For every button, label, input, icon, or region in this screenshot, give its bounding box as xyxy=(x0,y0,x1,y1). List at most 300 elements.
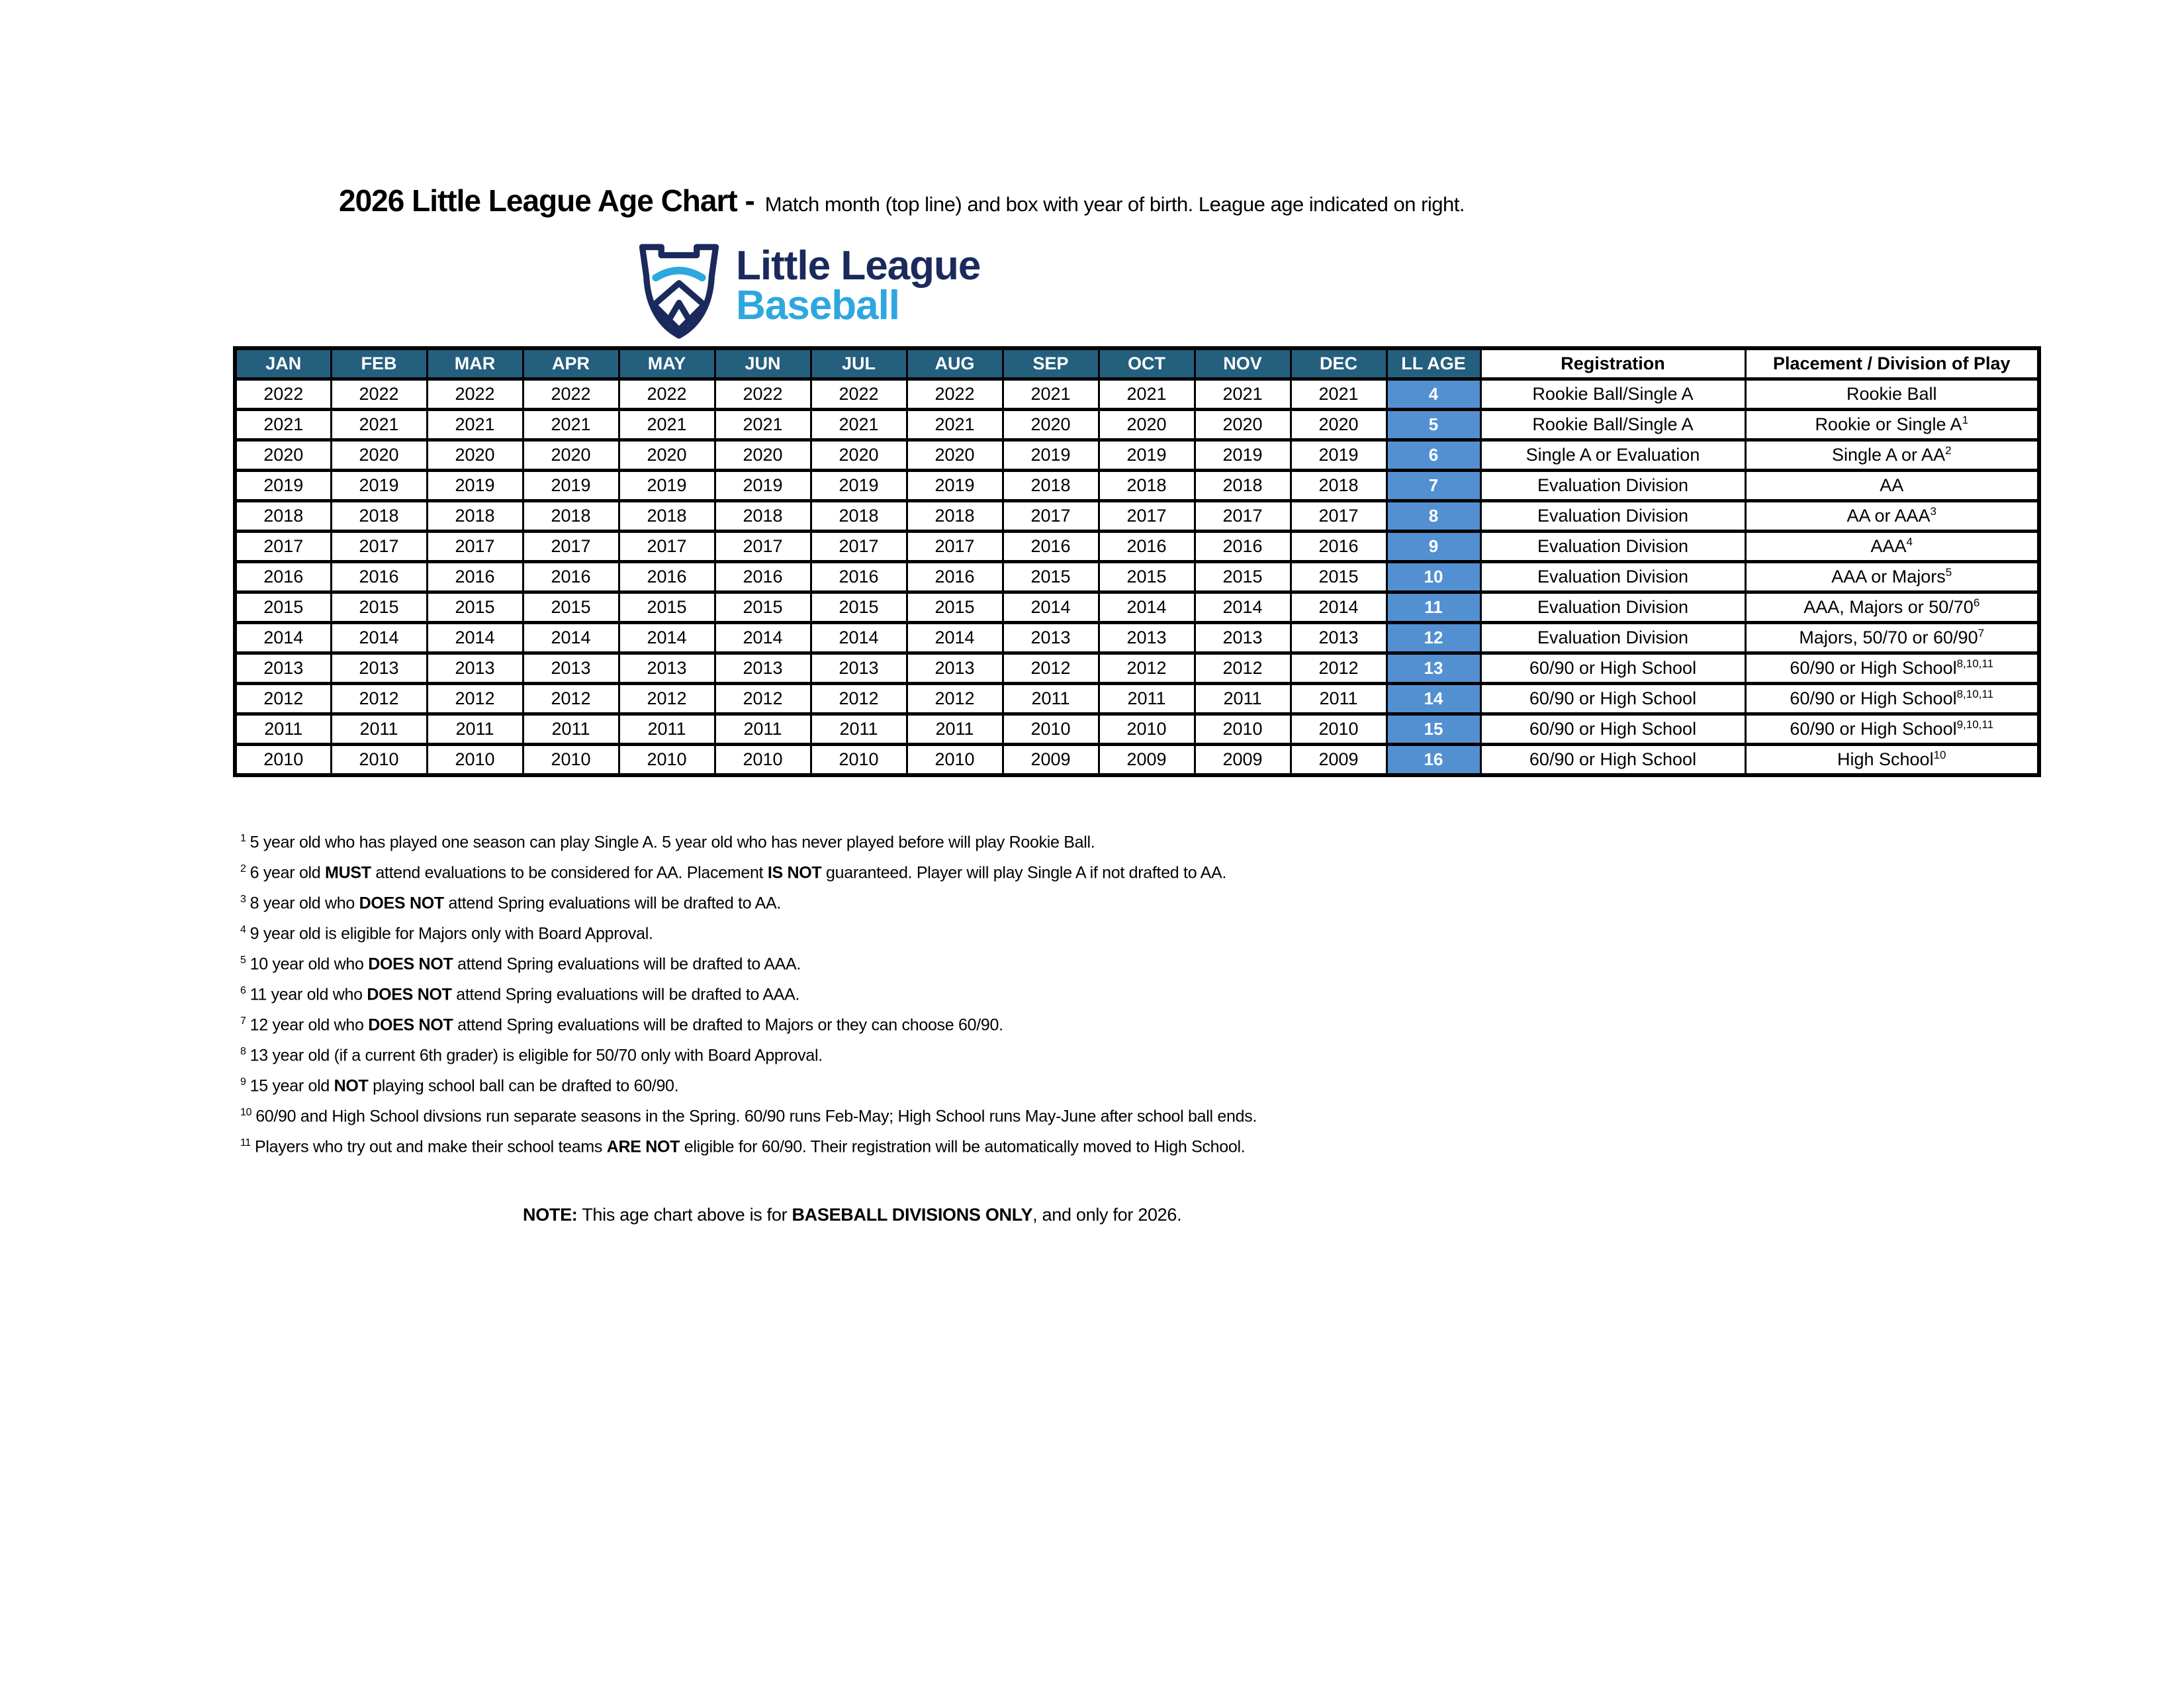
year-cell-jul-age9: 2017 xyxy=(811,532,907,562)
year-cell-jun-age16: 2010 xyxy=(715,745,811,776)
year-cell-dec-age8: 2017 xyxy=(1291,501,1387,532)
year-cell-mar-age10: 2016 xyxy=(427,562,523,592)
year-cell-feb-age13: 2013 xyxy=(331,653,427,684)
registration-cell-age8: Evaluation Division xyxy=(1480,501,1745,532)
month-header-mar: MAR xyxy=(427,348,523,379)
age-table-head xyxy=(235,348,2039,379)
year-cell-mar-age5: 2021 xyxy=(427,410,523,440)
year-cell-jun-age13: 2013 xyxy=(715,653,811,684)
placement-cell-age6 xyxy=(1745,440,2039,471)
page-title-subtitle: Match month (top line) and box with year of birth. League age indicated on right. xyxy=(764,193,1465,216)
year-cell-oct-age8: 2017 xyxy=(1099,501,1195,532)
footnote-1 xyxy=(240,833,1257,863)
year-cell-apr-age9: 2017 xyxy=(523,532,619,562)
year-cell-aug-age13: 2013 xyxy=(907,653,1003,684)
year-cell-mar-age16: 2010 xyxy=(427,745,523,776)
year-cell-mar-age9: 2017 xyxy=(427,532,523,562)
year-cell-feb-age7: 2019 xyxy=(331,471,427,501)
ll-age-header: LL AGE xyxy=(1387,348,1480,379)
age-cell-9: 9 xyxy=(1387,532,1480,562)
age-cell-6: 6 xyxy=(1387,440,1480,471)
year-cell-jan-age13: 2013 xyxy=(235,653,331,684)
year-cell-jan-age6: 2020 xyxy=(235,440,331,471)
year-cell-may-age9: 2017 xyxy=(619,532,715,562)
year-cell-may-age12: 2014 xyxy=(619,623,715,653)
logo-wordmark xyxy=(736,245,980,327)
year-cell-sep-age16: 2009 xyxy=(1003,745,1099,776)
year-cell-apr-age16: 2010 xyxy=(523,745,619,776)
year-cell-jul-age6: 2020 xyxy=(811,440,907,471)
year-cell-jan-age12: 2014 xyxy=(235,623,331,653)
year-cell-jun-age8: 2018 xyxy=(715,501,811,532)
footnote-11-seg-2: eligible for 60/90. Their registration will be automatically moved to High School. xyxy=(680,1137,1246,1156)
year-cell-sep-age12: 2013 xyxy=(1003,623,1099,653)
year-cell-dec-age10: 2015 xyxy=(1291,562,1387,592)
age-cell-15: 15 xyxy=(1387,714,1480,745)
bottom-note-seg-3: , and only for 2026. xyxy=(1032,1205,1182,1225)
footnote-number-8: 8 xyxy=(240,1046,246,1057)
placement-cell-age14 xyxy=(1745,684,2039,714)
age-row-9 xyxy=(235,532,2039,562)
year-cell-mar-age13: 2013 xyxy=(427,653,523,684)
year-cell-feb-age5: 2021 xyxy=(331,410,427,440)
year-cell-sep-age9: 2016 xyxy=(1003,532,1099,562)
placement-footnote-ref-age10: 5 xyxy=(1945,566,1952,579)
footnote-6-seg-2: attend Spring evaluations will be drafted to AAA. xyxy=(451,985,800,1004)
registration-cell-age6: Single A or Evaluation xyxy=(1480,440,1745,471)
placement-text-age13: 60/90 or High School xyxy=(1790,658,1957,678)
year-cell-jan-age11: 2015 xyxy=(235,592,331,623)
footnote-7-seg-2: attend Spring evaluations will be drafted to Majors or they can choose 60/90. xyxy=(453,1015,1003,1035)
placement-footnote-ref-age8: 3 xyxy=(1930,505,1937,518)
year-cell-sep-age5: 2020 xyxy=(1003,410,1099,440)
age-row-16 xyxy=(235,745,2039,776)
year-cell-aug-age5: 2021 xyxy=(907,410,1003,440)
logo-line2: Baseball xyxy=(736,283,900,328)
year-cell-aug-age4: 2022 xyxy=(907,379,1003,410)
placement-text-age7: AA xyxy=(1880,475,1904,495)
year-cell-mar-age6: 2020 xyxy=(427,440,523,471)
placement-cell-age4 xyxy=(1745,379,2039,410)
year-cell-aug-age14: 2012 xyxy=(907,684,1003,714)
footnote-5 xyxy=(240,955,1257,985)
year-cell-oct-age12: 2013 xyxy=(1099,623,1195,653)
year-cell-nov-age9: 2016 xyxy=(1195,532,1291,562)
year-cell-apr-age4: 2022 xyxy=(523,379,619,410)
age-row-8 xyxy=(235,501,2039,532)
year-cell-feb-age8: 2018 xyxy=(331,501,427,532)
year-cell-jan-age5: 2021 xyxy=(235,410,331,440)
footnote-number-11: 11 xyxy=(240,1137,251,1149)
year-cell-jul-age14: 2012 xyxy=(811,684,907,714)
year-cell-may-age13: 2013 xyxy=(619,653,715,684)
year-cell-mar-age8: 2018 xyxy=(427,501,523,532)
year-cell-may-age5: 2021 xyxy=(619,410,715,440)
month-header-sep: SEP xyxy=(1003,348,1099,379)
year-cell-oct-age16: 2009 xyxy=(1099,745,1195,776)
year-cell-jun-age9: 2017 xyxy=(715,532,811,562)
footnote-3-seg-0: 8 year old who xyxy=(250,894,359,913)
year-cell-oct-age11: 2014 xyxy=(1099,592,1195,623)
footnote-6-seg-1: DOES NOT xyxy=(367,985,452,1004)
registration-cell-age13: 60/90 or High School xyxy=(1480,653,1745,684)
year-cell-jun-age7: 2019 xyxy=(715,471,811,501)
footnote-number-5: 5 xyxy=(240,955,246,966)
year-cell-feb-age14: 2012 xyxy=(331,684,427,714)
year-cell-aug-age15: 2011 xyxy=(907,714,1003,745)
year-cell-jun-age14: 2012 xyxy=(715,684,811,714)
year-cell-sep-age10: 2015 xyxy=(1003,562,1099,592)
placement-text-age12: Majors, 50/70 or 60/90 xyxy=(1799,628,1978,647)
registration-cell-age12: Evaluation Division xyxy=(1480,623,1745,653)
year-cell-oct-age4: 2021 xyxy=(1099,379,1195,410)
registration-cell-age10: Evaluation Division xyxy=(1480,562,1745,592)
footnote-11-seg-0: Players who try out and make their school teams xyxy=(255,1137,607,1156)
footnote-2-seg-2: attend evaluations to be considered for AA. Placement xyxy=(371,863,768,882)
year-cell-oct-age7: 2018 xyxy=(1099,471,1195,501)
placement-cell-age13 xyxy=(1745,653,2039,684)
year-cell-jun-age5: 2021 xyxy=(715,410,811,440)
year-cell-sep-age14: 2011 xyxy=(1003,684,1099,714)
month-header-jun: JUN xyxy=(715,348,811,379)
year-cell-nov-age12: 2013 xyxy=(1195,623,1291,653)
placement-cell-age9 xyxy=(1745,532,2039,562)
placement-text-age5: Rookie or Single A xyxy=(1815,414,1962,434)
placement-text-age14: 60/90 or High School xyxy=(1790,688,1957,708)
year-cell-apr-age15: 2011 xyxy=(523,714,619,745)
age-row-4 xyxy=(235,379,2039,410)
year-cell-jul-age15: 2011 xyxy=(811,714,907,745)
year-cell-jan-age4: 2022 xyxy=(235,379,331,410)
year-cell-nov-age7: 2018 xyxy=(1195,471,1291,501)
footnote-9-seg-1: NOT xyxy=(334,1076,369,1096)
year-cell-feb-age10: 2016 xyxy=(331,562,427,592)
registration-cell-age16: 60/90 or High School xyxy=(1480,745,1745,776)
page-title xyxy=(339,183,1465,218)
year-cell-sep-age11: 2014 xyxy=(1003,592,1099,623)
footnote-3-seg-2: attend Spring evaluations will be drafted to AA. xyxy=(443,894,782,913)
footnote-2 xyxy=(240,863,1257,894)
year-cell-aug-age9: 2017 xyxy=(907,532,1003,562)
registration-cell-age4: Rookie Ball/Single A xyxy=(1480,379,1745,410)
placement-footnote-ref-age9: 4 xyxy=(1906,536,1913,548)
footnote-4 xyxy=(240,924,1257,955)
placement-text-age9: AAA xyxy=(1870,536,1907,556)
age-table xyxy=(233,346,2041,777)
placement-cell-age12 xyxy=(1745,623,2039,653)
placement-footnote-ref-age13: 8,10,11 xyxy=(1956,657,1994,670)
age-row-12 xyxy=(235,623,2039,653)
placement-text-age15: 60/90 or High School xyxy=(1790,719,1957,739)
year-cell-may-age16: 2010 xyxy=(619,745,715,776)
placement-cell-age7 xyxy=(1745,471,2039,501)
year-cell-oct-age9: 2016 xyxy=(1099,532,1195,562)
year-cell-dec-age12: 2013 xyxy=(1291,623,1387,653)
age-cell-8: 8 xyxy=(1387,501,1480,532)
placement-text-age4: Rookie Ball xyxy=(1846,384,1937,404)
year-cell-feb-age11: 2015 xyxy=(331,592,427,623)
footnote-6 xyxy=(240,985,1257,1015)
year-cell-oct-age13: 2012 xyxy=(1099,653,1195,684)
year-cell-jan-age9: 2017 xyxy=(235,532,331,562)
year-cell-oct-age6: 2019 xyxy=(1099,440,1195,471)
year-cell-jul-age8: 2018 xyxy=(811,501,907,532)
year-cell-aug-age16: 2010 xyxy=(907,745,1003,776)
year-cell-jun-age4: 2022 xyxy=(715,379,811,410)
age-cell-13: 13 xyxy=(1387,653,1480,684)
year-cell-nov-age14: 2011 xyxy=(1195,684,1291,714)
month-header-aug: AUG xyxy=(907,348,1003,379)
year-cell-apr-age5: 2021 xyxy=(523,410,619,440)
month-header-feb: FEB xyxy=(331,348,427,379)
age-cell-11: 11 xyxy=(1387,592,1480,623)
placement-cell-age5 xyxy=(1745,410,2039,440)
footnote-3 xyxy=(240,894,1257,924)
footnote-number-1: 1 xyxy=(240,833,246,844)
year-cell-dec-age13: 2012 xyxy=(1291,653,1387,684)
year-cell-may-age15: 2011 xyxy=(619,714,715,745)
age-row-11 xyxy=(235,592,2039,623)
placement-cell-age11 xyxy=(1745,592,2039,623)
placement-cell-age16 xyxy=(1745,745,2039,776)
year-cell-mar-age7: 2019 xyxy=(427,471,523,501)
year-cell-jul-age12: 2014 xyxy=(811,623,907,653)
registration-cell-age14: 60/90 or High School xyxy=(1480,684,1745,714)
year-cell-dec-age6: 2019 xyxy=(1291,440,1387,471)
registration-cell-age9: Evaluation Division xyxy=(1480,532,1745,562)
year-cell-aug-age7: 2019 xyxy=(907,471,1003,501)
year-cell-apr-age7: 2019 xyxy=(523,471,619,501)
year-cell-jun-age6: 2020 xyxy=(715,440,811,471)
placement-text-age16: High School xyxy=(1837,749,1934,769)
footnote-11 xyxy=(240,1137,1257,1168)
year-cell-aug-age6: 2020 xyxy=(907,440,1003,471)
placement-footnote-ref-age5: 1 xyxy=(1962,414,1969,426)
year-cell-dec-age5: 2020 xyxy=(1291,410,1387,440)
year-cell-dec-age9: 2016 xyxy=(1291,532,1387,562)
year-cell-oct-age15: 2010 xyxy=(1099,714,1195,745)
year-cell-nov-age15: 2010 xyxy=(1195,714,1291,745)
year-cell-may-age6: 2020 xyxy=(619,440,715,471)
registration-cell-age5: Rookie Ball/Single A xyxy=(1480,410,1745,440)
registration-cell-age11: Evaluation Division xyxy=(1480,592,1745,623)
year-cell-dec-age15: 2010 xyxy=(1291,714,1387,745)
footnote-number-6: 6 xyxy=(240,985,246,996)
footnote-number-2: 2 xyxy=(240,863,246,874)
footnote-5-seg-2: attend Spring evaluations will be drafted to AAA. xyxy=(453,955,801,974)
year-cell-nov-age16: 2009 xyxy=(1195,745,1291,776)
placement-text-age8: AA or AAA xyxy=(1846,506,1931,526)
footnote-10-seg-0: 60/90 and High School divsions run separate seasons in the Spring. 60/90 runs Feb-May; High School runs May-June after school ball ends. xyxy=(255,1107,1257,1126)
footnote-number-3: 3 xyxy=(240,894,246,905)
year-cell-feb-age16: 2010 xyxy=(331,745,427,776)
year-cell-sep-age4: 2021 xyxy=(1003,379,1099,410)
year-cell-nov-age10: 2015 xyxy=(1195,562,1291,592)
year-cell-jul-age16: 2010 xyxy=(811,745,907,776)
age-table-body xyxy=(235,379,2039,776)
year-cell-mar-age4: 2022 xyxy=(427,379,523,410)
month-header-may: MAY xyxy=(619,348,715,379)
age-row-5 xyxy=(235,410,2039,440)
year-cell-jun-age11: 2015 xyxy=(715,592,811,623)
footnote-11-seg-1: ARE NOT xyxy=(606,1137,680,1156)
year-cell-sep-age7: 2018 xyxy=(1003,471,1099,501)
year-cell-jul-age13: 2013 xyxy=(811,653,907,684)
age-cell-4: 4 xyxy=(1387,379,1480,410)
logo-line1: Little League xyxy=(736,243,981,289)
year-cell-jan-age7: 2019 xyxy=(235,471,331,501)
year-cell-aug-age10: 2016 xyxy=(907,562,1003,592)
year-cell-dec-age16: 2009 xyxy=(1291,745,1387,776)
footnote-9-seg-0: 15 year old xyxy=(250,1076,334,1096)
footnotes xyxy=(240,833,1257,1168)
footnote-8 xyxy=(240,1046,1257,1076)
registration-cell-age15: 60/90 or High School xyxy=(1480,714,1745,745)
year-cell-may-age10: 2016 xyxy=(619,562,715,592)
year-cell-nov-age5: 2020 xyxy=(1195,410,1291,440)
footnote-4-seg-0: 9 year old is eligible for Majors only with Board Approval. xyxy=(250,924,653,943)
registration-header: Registration xyxy=(1480,348,1745,379)
age-cell-7: 7 xyxy=(1387,471,1480,501)
year-cell-nov-age13: 2012 xyxy=(1195,653,1291,684)
age-cell-16: 16 xyxy=(1387,745,1480,776)
month-header-oct: OCT xyxy=(1099,348,1195,379)
registration-cell-age7: Evaluation Division xyxy=(1480,471,1745,501)
footnote-2-seg-1: MUST xyxy=(325,863,371,882)
placement-cell-age15 xyxy=(1745,714,2039,745)
little-league-logo xyxy=(635,242,980,339)
footnote-2-seg-4: guaranteed. Player will play Single A if not drafted to AA. xyxy=(821,863,1226,882)
year-cell-jun-age12: 2014 xyxy=(715,623,811,653)
year-cell-jul-age7: 2019 xyxy=(811,471,907,501)
bottom-note-seg-0: NOTE: xyxy=(523,1205,578,1225)
placement-text-age11: AAA, Majors or 50/70 xyxy=(1803,597,1974,617)
year-cell-dec-age7: 2018 xyxy=(1291,471,1387,501)
age-row-15 xyxy=(235,714,2039,745)
bottom-note-seg-2: BASEBALL DIVISIONS ONLY xyxy=(792,1205,1033,1225)
placement-footnote-ref-age14: 8,10,11 xyxy=(1956,688,1994,700)
footnote-number-4: 4 xyxy=(240,924,246,935)
year-cell-nov-age11: 2014 xyxy=(1195,592,1291,623)
year-cell-apr-age8: 2018 xyxy=(523,501,619,532)
year-cell-dec-age11: 2014 xyxy=(1291,592,1387,623)
year-cell-nov-age8: 2017 xyxy=(1195,501,1291,532)
bottom-note-seg-1: This age chart above is for xyxy=(577,1205,792,1225)
year-cell-may-age11: 2015 xyxy=(619,592,715,623)
year-cell-jul-age11: 2015 xyxy=(811,592,907,623)
year-cell-mar-age14: 2012 xyxy=(427,684,523,714)
year-cell-apr-age10: 2016 xyxy=(523,562,619,592)
little-league-keystone-icon xyxy=(635,242,723,339)
footnote-7 xyxy=(240,1015,1257,1046)
age-row-13 xyxy=(235,653,2039,684)
year-cell-apr-age6: 2020 xyxy=(523,440,619,471)
year-cell-aug-age8: 2018 xyxy=(907,501,1003,532)
footnote-9-seg-2: playing school ball can be drafted to 60/90. xyxy=(368,1076,679,1096)
year-cell-apr-age11: 2015 xyxy=(523,592,619,623)
year-cell-apr-age12: 2014 xyxy=(523,623,619,653)
year-cell-dec-age14: 2011 xyxy=(1291,684,1387,714)
placement-header: Placement / Division of Play xyxy=(1745,348,2039,379)
year-cell-aug-age12: 2014 xyxy=(907,623,1003,653)
placement-cell-age8 xyxy=(1745,501,2039,532)
year-cell-mar-age11: 2015 xyxy=(427,592,523,623)
age-row-10 xyxy=(235,562,2039,592)
placement-footnote-ref-age15: 9,10,11 xyxy=(1956,718,1994,731)
year-cell-feb-age9: 2017 xyxy=(331,532,427,562)
year-cell-oct-age5: 2020 xyxy=(1099,410,1195,440)
year-cell-feb-age6: 2020 xyxy=(331,440,427,471)
placement-footnote-ref-age6: 2 xyxy=(1945,444,1952,457)
year-cell-sep-age6: 2019 xyxy=(1003,440,1099,471)
year-cell-oct-age10: 2015 xyxy=(1099,562,1195,592)
bottom-note xyxy=(523,1205,1181,1225)
footnote-5-seg-1: DOES NOT xyxy=(368,955,453,974)
footnote-10 xyxy=(240,1107,1257,1137)
footnote-7-seg-1: DOES NOT xyxy=(368,1015,453,1035)
year-cell-jan-age8: 2018 xyxy=(235,501,331,532)
year-cell-may-age14: 2012 xyxy=(619,684,715,714)
footnote-number-9: 9 xyxy=(240,1076,246,1088)
year-cell-aug-age11: 2015 xyxy=(907,592,1003,623)
header-row xyxy=(235,348,2039,379)
footnote-2-seg-0: 6 year old xyxy=(250,863,326,882)
year-cell-may-age4: 2022 xyxy=(619,379,715,410)
month-header-nov: NOV xyxy=(1195,348,1291,379)
year-cell-mar-age12: 2014 xyxy=(427,623,523,653)
year-cell-sep-age8: 2017 xyxy=(1003,501,1099,532)
footnote-9 xyxy=(240,1076,1257,1107)
year-cell-jul-age5: 2021 xyxy=(811,410,907,440)
age-cell-5: 5 xyxy=(1387,410,1480,440)
year-cell-feb-age12: 2014 xyxy=(331,623,427,653)
year-cell-sep-age15: 2010 xyxy=(1003,714,1099,745)
month-header-apr: APR xyxy=(523,348,619,379)
year-cell-jul-age10: 2016 xyxy=(811,562,907,592)
footnote-3-seg-1: DOES NOT xyxy=(359,894,444,913)
month-header-jan: JAN xyxy=(235,348,331,379)
year-cell-feb-age4: 2022 xyxy=(331,379,427,410)
page-title-main: 2026 Little League Age Chart - xyxy=(339,183,754,218)
placement-text-age6: Single A or AA xyxy=(1831,445,1946,465)
year-cell-jan-age10: 2016 xyxy=(235,562,331,592)
footnote-1-seg-0: 5 year old who has played one season can play Single A. 5 year old who has never played before will play Rookie Ball. xyxy=(250,833,1095,852)
year-cell-nov-age6: 2019 xyxy=(1195,440,1291,471)
year-cell-apr-age13: 2013 xyxy=(523,653,619,684)
placement-footnote-ref-age16: 10 xyxy=(1933,749,1946,761)
year-cell-may-age7: 2019 xyxy=(619,471,715,501)
year-cell-may-age8: 2018 xyxy=(619,501,715,532)
footnote-7-seg-0: 12 year old who xyxy=(250,1015,369,1035)
year-cell-jan-age14: 2012 xyxy=(235,684,331,714)
footnote-8-seg-0: 13 year old (if a current 6th grader) is eligible for 50/70 only with Board Approval. xyxy=(250,1046,823,1065)
footnote-number-10: 10 xyxy=(240,1107,252,1118)
age-cell-14: 14 xyxy=(1387,684,1480,714)
age-cell-10: 10 xyxy=(1387,562,1480,592)
age-row-6 xyxy=(235,440,2039,471)
year-cell-jul-age4: 2022 xyxy=(811,379,907,410)
month-header-dec: DEC xyxy=(1291,348,1387,379)
year-cell-sep-age13: 2012 xyxy=(1003,653,1099,684)
footnote-5-seg-0: 10 year old who xyxy=(250,955,369,974)
age-cell-12: 12 xyxy=(1387,623,1480,653)
placement-footnote-ref-age12: 7 xyxy=(1978,627,1985,639)
year-cell-nov-age4: 2021 xyxy=(1195,379,1291,410)
age-row-14 xyxy=(235,684,2039,714)
year-cell-jun-age10: 2016 xyxy=(715,562,811,592)
footnote-number-7: 7 xyxy=(240,1015,246,1027)
year-cell-apr-age14: 2012 xyxy=(523,684,619,714)
